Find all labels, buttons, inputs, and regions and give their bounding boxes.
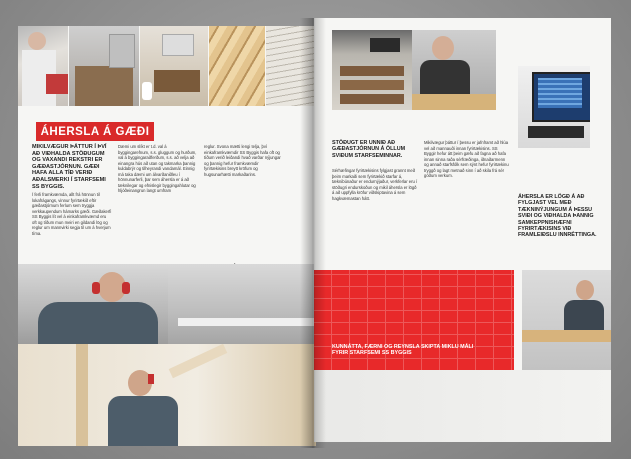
- right-body-column-2: Mikilvægur þáttur í þessu er jafnframt að hlúa vel að mannauði innan fyrirtækisins. SS Byggir hefur átt þeim gæfu að fagna að hafa innan sinna raða sérfræðinga, iðnaðarmenn og annað starfsfólk sem sýnt hefur fyrirtækinu tryggð og lagt metnað sinn í að skila frá sér góðum verkum.: [424, 140, 509, 179]
- photo-kitchen: [69, 26, 139, 106]
- photo-worker-goggles: [18, 26, 68, 106]
- right-subheading: STÖÐUGT ER UNNIÐ AÐ GÆÐASTJÓRNUN Á ÖLLUM SVIÐUM STARFSEMINNAR.: [332, 140, 406, 159]
- body-column-1: Í ferli framkvæmda, allt frá hönnun til lokafrágangs, vinnur fyrirtækið eftir gæðastjórnum ferlum sem tryggja verkkaupendum hámarks gæði. Gæðakerfi SS Byggis lít vel á einkaframkvæmd eru oft og tíðum mun meiri en gildandi lög og reglur um mannvirki segja til um á hverjum tíma.: [32, 192, 112, 236]
- right-page: [314, 18, 611, 442]
- photo-bottom-strip: [314, 370, 611, 442]
- red-caption: KUNNÁTTA, FÆRNI OG REYNSLA SKIPTA MIKLU MÁLI FYRIR STARFSEMI SS BYGGIS: [332, 344, 474, 357]
- intro-text: MIKILVÆGUR ÞÁTTUR Í ÞVÍ AÐ VIÐHALDA STÖÐUGUM OG VAXANDI REKSTRI ER GÆÐASTJÓRNUN. GÆÐI HAFA ALLA TÍÐ VERIÐ AÐALSMERKI Í STARFSEMI SS BYGGIS.: [32, 144, 107, 190]
- left-page: [18, 26, 316, 446]
- photo-worker-wall: [18, 344, 316, 446]
- photo-worker-headphones: [18, 264, 316, 344]
- body-column-2: Dæmi um slíkt er t.d. val á byggingarefnum, s.s. gluggum og hurðum, val á byggingaraðferðum, s.s. að velja að einangra hús að utan og takmarka þannig kuldabrýr og tilheyrandi vandamál. Einnig má taka dæmi um álvarðaniðleu í hönnunarferli, þar sem áhersla er á að tæknilegar og efnislegir byggingahlutar og hljóðeinangrun langt umfram: [118, 144, 197, 194]
- photo-cabinet: [332, 30, 412, 110]
- photo-worker-bench: [522, 270, 611, 370]
- photo-worker-workshop: [412, 30, 496, 110]
- photo-wood-panels: [209, 26, 265, 106]
- section-heading-text: ÁHERSLA Á GÆÐI: [40, 125, 150, 138]
- right-body-column-1: Sérhæfingar fyrirtækisins fylgjast grannt með þeim markaði sem fyrirtækið starfar á, tæknibúnaður er endurnýjaður, verkferlar eru í stöðugri endurskoðun og mikil áhersla er lögð á að uppfylla kröfur viðskiptavina á sem hagkvæmastan hátt.: [332, 168, 418, 201]
- photo-bathroom: [140, 26, 208, 106]
- side-note: ÁHERSLA ER LÖGÐ Á AÐ FYLGJAST VEL MEÐ TÆKNINÝJUNGUM Á ÞESSU SVIÐI OG VIÐHALDA ÞANNIG SAMKEPPNISHÆFNI FYRIRTÆKISINS VIÐ FRAMLEIÐSLU INNRÉTTINGA.: [518, 194, 597, 239]
- body-column-3: reglur. Svona mætti lengi telja, því einkaframkvæmdir SS Byggis hafa oft og tíðum verið leiðandi hvað varðar nýjungar og þannig hefur framkvæmdir fyrirtækisins breytt kröfum og hugsunarhætti markaðarins.: [204, 144, 281, 177]
- center-fold: [300, 18, 326, 448]
- section-heading: [36, 122, 154, 141]
- photo-computer-screen: [518, 66, 590, 148]
- red-caption-block: [314, 270, 514, 370]
